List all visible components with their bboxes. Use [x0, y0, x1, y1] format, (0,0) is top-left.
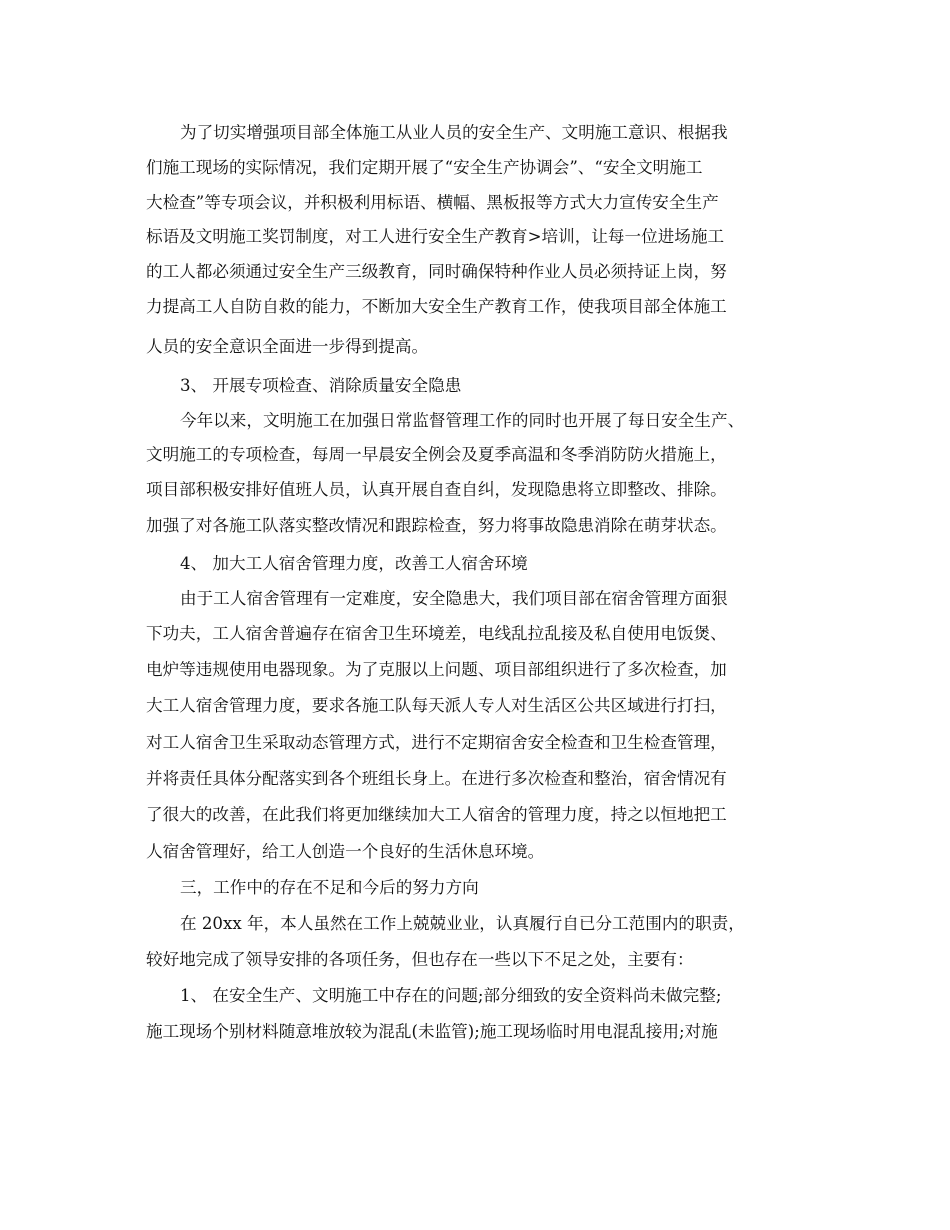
text-line: 加强了对各施工队落实整改情况和跟踪检查，努力将事故隐患消除在萌芽状态。: [146, 516, 727, 535]
text-line: 今年以来，文明施工在加强日常监督管理工作的同时也开展了每日安全生产、: [180, 411, 745, 430]
text-line: 标语及文明施工奖罚制度，对工人进行安全生产教育>培训，让每一位进场施工: [146, 227, 725, 246]
text-line: 对工人宿舍卫生采取动态管理方式，进行不定期宿舍安全检查和卫生检查管理，: [146, 733, 727, 752]
text-line: 项目部积极安排好值班人员，认真开展自查自纠，发现隐患将立即整改、排除。: [146, 480, 727, 499]
text-line: 的工人都必须通过安全生产三级教育，同时确保特种作业人员必须持证上岗，努: [146, 262, 727, 281]
text-line: 人宿舍管理好，给工人创造一个良好的生活休息环境。: [146, 842, 545, 861]
text-line: 了很大的改善，在此我们将更加继续加大工人宿舍的管理力度，持之以恒地把工: [146, 805, 727, 824]
text-line: 在 20xx 年，本人虽然在工作上兢兢业业，认真履行自已分工范围内的职责，: [180, 914, 745, 933]
text-line: 电炉等违规使用电器现象。为了克服以上问题、项目部组织进行了多次检查，加: [146, 660, 727, 679]
text-line: 为了切实增强项目部全体施工从业人员的安全生产、文明施工意识、根据我: [180, 123, 728, 142]
text-line: 力提高工人自防自救的能力，不断加大安全生产教育工作，使我项目部全体施工: [146, 297, 727, 316]
section-heading: 三，工作中的存在不足和今后的努力方向: [180, 878, 479, 897]
text-line: 1、 在安全生产、文明施工中存在的问题;部分细致的安全资料尚未做完整;: [180, 986, 722, 1005]
text-line: 们施工现场的实际情况，我们定期开展了“安全生产协调会”、“安全文明施工: [146, 158, 703, 177]
text-line: 人员的安全意识全面进一步得到提高。: [146, 337, 429, 356]
text-line: 施工现场个别材料随意堆放较为混乱(未监管);施工现场临时用电混乱接用;对施: [146, 1022, 718, 1041]
text-line: 大工人宿舍管理力度，要求各施工队每天派人专人对生活区公共区域进行打扫，: [146, 696, 727, 715]
text-line: 大检查”等专项会议，并积极利用标语、横幅、黑板报等方式大力宣传安全生产: [146, 193, 719, 212]
text-line: 由于工人宿舍管理有一定难度，安全隐患大，我们项目部在宿舍管理方面狠: [180, 589, 728, 608]
text-line: 文明施工的专项检查，每周一早晨安全例会及夏季高温和冬季消防防火措施上，: [146, 445, 727, 464]
text-line: 并将责任具体分配落实到各个班组长身上。在进行多次检查和整治，宿舍情况有: [146, 769, 727, 788]
text-line: 下功夫，工人宿舍普遍存在宿舍卫生环境差，电线乱拉乱接及私自使用电饭煲、: [146, 624, 727, 643]
section-heading: 3、 开展专项检查、消除质量安全隐患: [180, 376, 462, 395]
text-line: 较好地完成了领导安排的各项任务，但也存在一些以下不足之处，主要有：: [146, 950, 694, 969]
section-heading: 4、 加大工人宿舍管理力度，改善工人宿舍环境: [180, 554, 528, 573]
